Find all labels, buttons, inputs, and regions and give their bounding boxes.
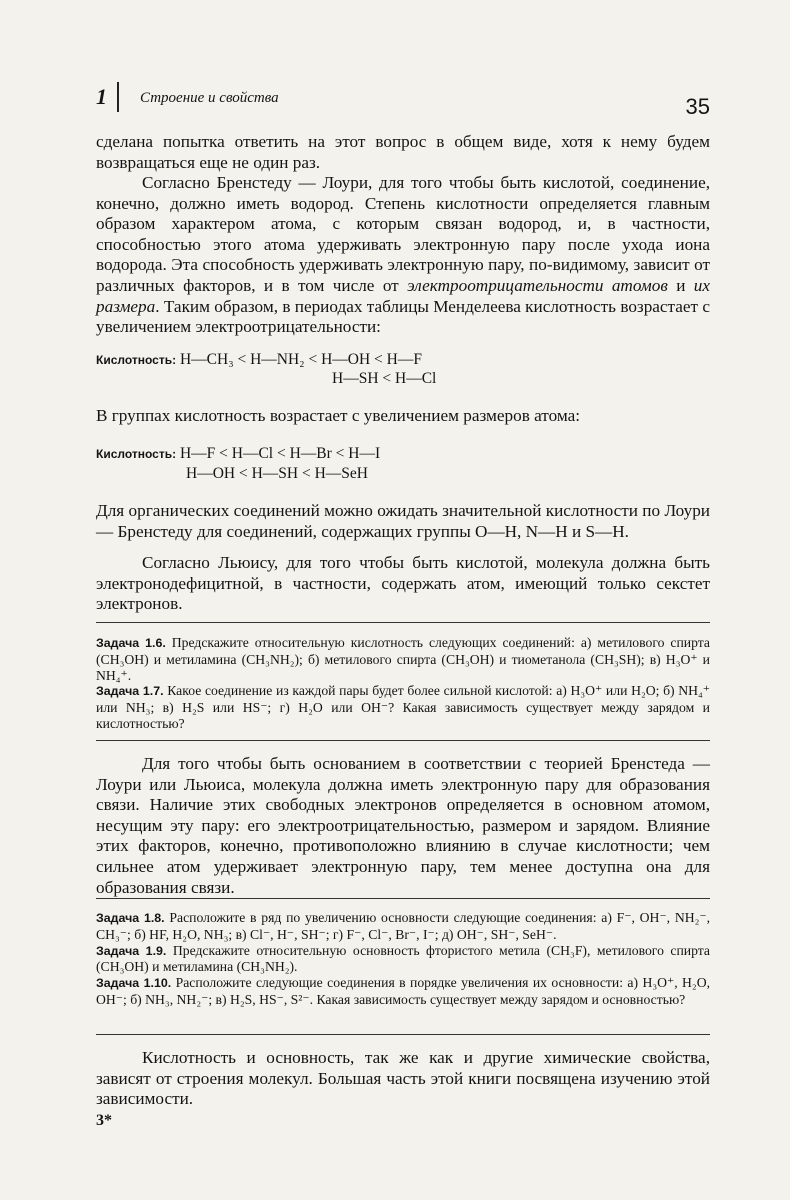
paragraph-5-block xyxy=(96,553,710,615)
task-label: Задача 1.6. xyxy=(96,636,166,650)
task-text: Какое соединение из каждой пары будет более сильной кислотой: а) H₃O⁺ или H₂O; б) NH₄⁺ или NH₃; в) H₂S или HS⁻; г) H₂O или OH⁻? Какая зависимость существует между зарядом и кислотностью? xyxy=(96,683,711,731)
formula-line: H—OH < H—SH < H—SeH xyxy=(186,465,368,482)
paragraph-2-text-e: . Таким образом, в периодах таблицы Менделеева кислотность возрастает с увеличением электроотрицательности: xyxy=(96,296,710,337)
paragraph-conclusion: Кислотность и основность, так же как и другие химические свойства, зависят от строения молекул. Большая часть этой книги посвящена изучению этой зависимости. xyxy=(96,1048,710,1109)
task-1-10 xyxy=(96,975,710,1008)
paragraph-2-italic-b: электроотрицательности атомов xyxy=(407,275,668,295)
task-label: Задача 1.9. xyxy=(96,943,167,958)
paragraph-lewis: Согласно Льюису, для того чтобы быть кислотой, молекула должна быть электронодефицитной, в частности, содержать атом, имеющий только секстет электронов. xyxy=(96,553,710,614)
paragraph-organic-acids: Для органических соединений можно ожидать значительной кислотности по Лоури — Бренстеду для соединений, содержащих группы О—Н, N—H и S—H. xyxy=(96,501,710,541)
header-divider xyxy=(117,82,119,112)
task-text: Расположите следующие соединения в порядке увеличения их основности: а) H₃O⁺, H₂O, OH⁻; б) NH₃, NH₂⁻; в) H₂S, HS⁻, S²⁻. Какая зависимость существует между зарядом и основностью? xyxy=(96,975,711,1007)
paragraph-3-block xyxy=(96,406,710,427)
running-head xyxy=(96,82,710,122)
task-label: Задача 1.7. xyxy=(96,684,164,699)
paragraph-bronsted-lowry xyxy=(96,173,710,338)
paragraph-4-block xyxy=(96,501,710,542)
signature-mark: 3* xyxy=(96,1112,112,1129)
formula-line: H—SH < H—Cl xyxy=(332,370,437,387)
formula-line: H—F < H—Cl < H—Br < H—I xyxy=(179,445,381,462)
paragraph-7-block xyxy=(96,1048,710,1110)
section-divider xyxy=(96,1034,710,1035)
task-1-6 xyxy=(96,635,710,683)
formula-label: Кислотность: xyxy=(96,447,177,461)
section-divider xyxy=(96,898,710,899)
page-number: 35 xyxy=(685,94,710,119)
task-1-8 xyxy=(96,910,710,943)
paragraph-2-italic-d: их размера xyxy=(96,275,710,316)
section-divider xyxy=(96,622,710,623)
formula-line: H—CH₃ < H—NH₂ < H—OH < H—F xyxy=(179,351,422,368)
paragraph-continuation: сделана попытка ответить на этот вопрос в общем виде, хотя к нему будем возвращаться еще не один раз. xyxy=(96,132,710,172)
task-1-9 xyxy=(96,943,710,976)
acidity-formula-groups xyxy=(96,441,710,485)
paragraph-2-text-a: Согласно Бренстеду — Лоури, для того чтобы быть кислотой, соединение, конечно, должно иметь водород. Степень кислотности определяется главным образом характером атома, с которым связан водород, и, в частности, способностью этого атома удерживать электронную пару после ухода иона водорода. Эта способность удерживать электронную пару, по-видимому, зависит от различных факторов, и в том числе от xyxy=(96,173,710,295)
task-1-7 xyxy=(96,683,710,731)
chapter-number: 1 xyxy=(96,84,107,109)
paragraph-bases: Для того чтобы быть основанием в соответствии с теорией Бренстеда — Лоури или Льюиса, молекула должна иметь электронную пару для образования связи. Наличие этих свободных электронов определяется в основном атомом, несущим эту пару: его электроотрицательностью, размером и зарядом. Влияние этих факторов, конечно, противоположно влиянию в случае кислотности; чем сильнее атом удерживает электронную пару, тем менее доступна она для образования связи. xyxy=(96,754,710,897)
tasks-group-2 xyxy=(96,910,710,1008)
task-label: Задача 1.8. xyxy=(96,911,165,925)
tasks-group-1 xyxy=(96,635,710,732)
paragraph-6-block xyxy=(96,754,710,898)
paragraph-2-text-c: и xyxy=(667,275,694,295)
section-divider xyxy=(96,740,710,741)
acidity-formula-periods xyxy=(96,347,710,391)
task-text: Предскажите относительную кислотность следующих соединений: а) метилового спирта (CH₃OH) и метиламина (CH₃NH₂); б) метилового спирта (CH₃OH) и тиометанола (CH₃SH); в) H₃O⁺ и NH₄⁺. xyxy=(96,635,711,683)
formula-label: Кислотность: xyxy=(96,353,177,367)
paragraph-1-block xyxy=(96,132,710,173)
paragraph-2-block xyxy=(96,173,710,338)
paragraph-groups: В группах кислотность возрастает с увеличением размеров атома: xyxy=(96,406,581,425)
task-text: Предскажите относительную основность фтористого метила (CH₃F), метилового спирта (CH₃OH) и метиламина (CH₃NH₂). xyxy=(96,942,711,975)
chapter-title: Строение и свойства xyxy=(140,90,279,106)
task-text: Расположите в ряд по увеличению основности следующие соединения: а) F⁻, OH⁻, NH₂⁻, CH₃⁻; б) HF, H₂O, NH₃; в) Cl⁻, H⁻, SH⁻; г) F⁻, Cl⁻, Br⁻, I⁻; д) OH⁻, SH⁻, SeH⁻. xyxy=(96,910,711,942)
task-label: Задача 1.10. xyxy=(96,976,172,991)
